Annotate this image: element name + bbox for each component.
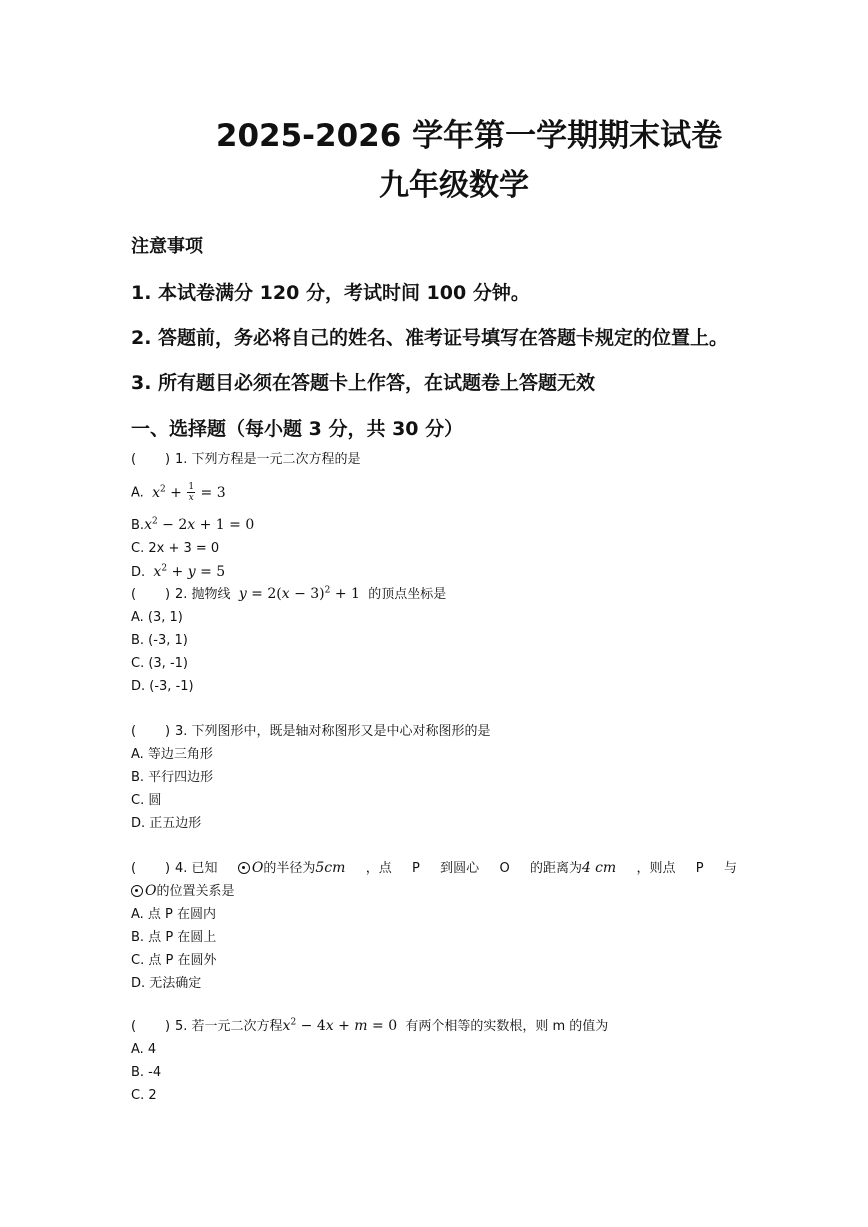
formula: $y = 2(x - 3)^2 + 1$ (238, 585, 360, 602)
question-3-option-d: D. 正五边形 (131, 816, 202, 831)
question-3-option-c: C. 圆 (131, 793, 162, 808)
circle-dot-symbol (238, 862, 250, 874)
question-5-option-c: C. 2 (131, 1088, 157, 1103)
question-3-stem: ( ) 3. 下列图形中，既是轴对称图形又是中心对称图形的是 (131, 724, 491, 739)
section-heading-choice: 一、选择题（每小题 3 分，共 30 分） (131, 418, 464, 440)
formula: $x^2 - 4x + m = 0$ (282, 1017, 398, 1034)
notice-item-1: 1. 本试卷满分 120 分，考试时间 100 分钟。 (131, 282, 530, 304)
answer-paren: ( ) (131, 452, 171, 467)
question-4 (131, 857, 737, 995)
exam-title: 2025-2026 学年第一学期期末试卷 (215, 118, 723, 154)
formula: $x^2 - 2x + 1 = 0$ (144, 516, 255, 533)
formula: $x^2 + y = 5$ (153, 563, 226, 580)
question-3-option-a: A. 等边三角形 (131, 747, 213, 762)
answer-paren: ( ) (131, 724, 171, 739)
circle-dot-symbol (131, 885, 143, 897)
question-4-option-c: C. 点 P 在圆外 (131, 953, 217, 968)
question-1-option-d: D. $x^2 + y = 5$ (131, 563, 226, 580)
question-2-option-b: B. (-3, 1) (131, 633, 188, 648)
question-4-stem: ( ) 4. 已知 O的半径为5cm ，点 P 到圆心 O 的距离为4 cm ，则点 P 与 (131, 857, 737, 880)
question-4-stem-line2: O的位置关系是 (131, 880, 737, 903)
question-5-option-a: A. 4 (131, 1042, 157, 1057)
question-1-stem: ( ) 1. 下列方程是一元二次方程的是 (131, 452, 361, 467)
question-2-option-c: C. (3, -1) (131, 656, 188, 671)
question-1-option-b: $B.x^2 - 2x + 1 = 0$ (131, 516, 255, 533)
question-5-stem: ( ) 5. 若一元二次方程$x^2 - 4x + m = 0$ 有两个相等的实数根，则 m 的值为 (131, 1017, 609, 1034)
question-1-option-c: C. 2x + 3 = 0 (131, 541, 220, 556)
question-2-option-a: A. (3, 1) (131, 610, 183, 625)
formula: $x^2$ + $\frac{1}{x}$ = 3 (152, 482, 226, 503)
answer-paren: ( ) (131, 1019, 171, 1034)
answer-paren: ( ) (131, 587, 171, 602)
notice-item-3: 3. 所有题目必须在答题卡上作答，在试题卷上答题无效 (131, 372, 596, 394)
question-1-option-a: A. $x^2$ + $\frac{1}{x}$ = 3 (131, 482, 226, 503)
answer-paren: ( ) (131, 861, 171, 876)
question-4-option-a: A. 点 P 在圆内 (131, 907, 217, 922)
question-4-option-b: B. 点 P 在圆上 (131, 930, 217, 945)
exam-subtitle: 九年级数学 (379, 168, 529, 203)
question-2-option-d: D. (-3, -1) (131, 679, 194, 694)
notice-heading: 注意事项 (131, 236, 203, 257)
question-5-option-b: B. -4 (131, 1065, 162, 1080)
notice-item-2: 2. 答题前，务必将自己的姓名、准考证号填写在答题卡规定的位置上。 (131, 327, 729, 349)
question-4-option-d: D. 无法确定 (131, 976, 202, 991)
question-2-stem: ( ) 2. 抛物线 $y = 2(x - 3)^2 + 1$ 的顶点坐标是 (131, 585, 447, 602)
question-3-option-b: B. 平行四边形 (131, 770, 214, 785)
